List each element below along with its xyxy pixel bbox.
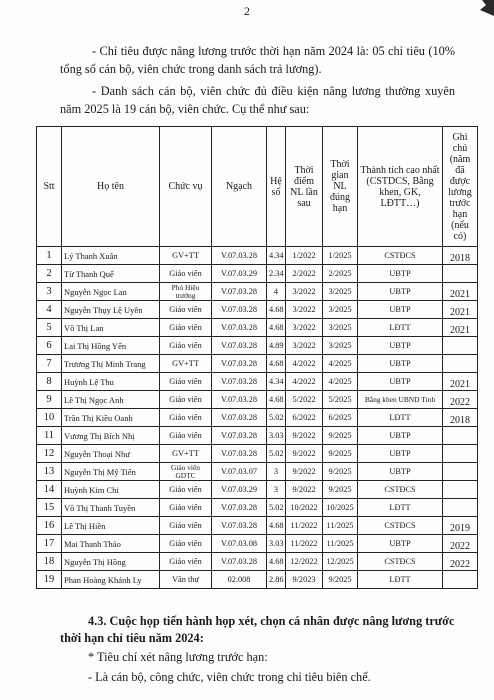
section-heading: 4.3. Cuộc họp tiến hành họp xét, chọn cá nhân được nâng lương trước thời hạn chỉ tiêu năm 2024: [60, 614, 455, 645]
cell-position: Giáo viên [160, 373, 212, 391]
cell-on-time: 4/2025 [323, 355, 358, 373]
cell-on-time: 9/2025 [323, 445, 358, 463]
cell-coefficient: 4.89 [267, 337, 286, 355]
header-name: Họ tên [62, 127, 160, 247]
table-row [37, 373, 478, 391]
cell-on-time: 6/2025 [323, 409, 358, 427]
cell-next-raise: 11/2022 [286, 535, 323, 553]
cell-stt: 9 [37, 391, 62, 409]
cell-name: Nguyễn Thị Mỹ Tiên [62, 463, 160, 481]
cell-on-time: 4/2025 [323, 373, 358, 391]
cell-achievement: UBTP [358, 337, 443, 355]
cell-achievement: UBTP [358, 283, 443, 301]
cell-position: Giáo viên [160, 553, 212, 571]
cell-stt: 14 [37, 481, 62, 499]
cell-coefficient: 3 [267, 481, 286, 499]
cell-position: Văn thư [160, 571, 212, 589]
cell-name: Mai Thanh Thảo [62, 535, 160, 553]
header-next-raise: Thời điểm NL lần sau [286, 127, 323, 247]
header-note: Ghi chú (năm đã được lương trước hạn (nếu có) [443, 127, 478, 247]
table-row [37, 301, 478, 319]
cell-coefficient: 4.68 [267, 391, 286, 409]
cell-stt: 11 [37, 427, 62, 445]
cell-grade: V.07.03.28 [212, 301, 267, 319]
cell-on-time: 9/2025 [323, 427, 358, 445]
cell-position: Giáo viên [160, 301, 212, 319]
cell-next-raise: 3/2022 [286, 337, 323, 355]
cell-name: Lê Thị Hiền [62, 517, 160, 535]
cell-next-raise: 3/2022 [286, 319, 323, 337]
cell-achievement: LĐTT [358, 409, 443, 427]
cell-achievement: CSTĐCS [358, 553, 443, 571]
header-coefficient: Hệ số [267, 127, 286, 247]
cell-on-time: 9/2025 [323, 463, 358, 481]
table-row [37, 319, 478, 337]
cell-next-raise: 10/2022 [286, 499, 323, 517]
cell-coefficient: 2.86 [267, 571, 286, 589]
cell-note [443, 571, 478, 589]
cell-name: Nguyễn Thoại Như [62, 445, 160, 463]
cell-grade: V.07.03.28 [212, 427, 267, 445]
cell-next-raise: 9/2022 [286, 481, 323, 499]
cell-name: Nguyễn Thụy Lệ Uyên [62, 301, 160, 319]
cell-name: Huỳnh Lệ Thu [62, 373, 160, 391]
cell-achievement: UBTP [358, 373, 443, 391]
cell-name: Huỳnh Kim Chi [62, 481, 160, 499]
cell-grade: V.07.03.28 [212, 445, 267, 463]
cell-grade: V.07.03.29 [212, 481, 267, 499]
cell-next-raise: 3/2022 [286, 283, 323, 301]
cell-grade: V.07.03.28 [212, 337, 267, 355]
cell-stt: 16 [37, 517, 62, 535]
cell-name: Từ Thanh Quế [62, 265, 160, 283]
cell-position: Giáo viên [160, 409, 212, 427]
cell-grade: V.07.03.28 [212, 499, 267, 517]
header-on-time: Thời gian NL đúng hạn [323, 127, 358, 247]
cell-coefficient: 3 [267, 463, 286, 481]
cell-note: 2022 [443, 553, 478, 571]
cell-position: Giáo viên [160, 481, 212, 499]
cell-next-raise: 6/2022 [286, 409, 323, 427]
cell-note [443, 481, 478, 499]
cell-coefficient: 4.34 [267, 373, 286, 391]
cell-note: 2022 [443, 391, 478, 409]
cell-name: Nguyễn Ngọc Lan [62, 283, 160, 301]
table-row [37, 355, 478, 373]
cell-note: 2021 [443, 283, 478, 301]
criteria-item: - Là cán bộ, công chức, viên chức trong chỉ tiêu biên chế. [88, 670, 371, 684]
header-stt: Stt [37, 127, 62, 247]
cell-name: Trương Thị Minh Trang [62, 355, 160, 373]
salary-raise-table [36, 126, 478, 589]
cell-name: Vương Thị Bích Nhị [62, 427, 160, 445]
cell-note [443, 265, 478, 283]
cell-position: Giáo viên [160, 535, 212, 553]
cell-stt: 17 [37, 535, 62, 553]
cell-on-time: 10/2025 [323, 499, 358, 517]
cell-coefficient: 4.68 [267, 355, 286, 373]
cell-achievement: Bằng khen UBND Tỉnh [358, 391, 443, 409]
cell-note [443, 499, 478, 517]
cell-stt: 3 [37, 283, 62, 301]
header-achievement: Thành tích cao nhất (CSTDCS, Bằng khen, GK, LĐTT…) [358, 127, 443, 247]
cell-name: Lý Thanh Xuân [62, 247, 160, 265]
cell-next-raise: 1/2022 [286, 247, 323, 265]
cell-position: GV+TT [160, 247, 212, 265]
table-row [37, 427, 478, 445]
cell-coefficient: 5.02 [267, 499, 286, 517]
table-row [37, 499, 478, 517]
cell-achievement: UBTP [358, 535, 443, 553]
corner-mark-icon [480, 0, 494, 16]
table-row [37, 283, 478, 301]
cell-coefficient: 4 [267, 283, 286, 301]
cell-achievement: LĐTT [358, 571, 443, 589]
cell-next-raise: 11/2022 [286, 517, 323, 535]
table-row [37, 409, 478, 427]
cell-grade: V.07.03.28 [212, 553, 267, 571]
cell-name: Võ Thị Thanh Tuyền [62, 499, 160, 517]
table-row [37, 553, 478, 571]
cell-next-raise: 4/2022 [286, 373, 323, 391]
cell-note [443, 445, 478, 463]
cell-achievement: UBTP [358, 355, 443, 373]
quota-paragraph: - Chỉ tiêu được nâng lương trước thời hạn năm 2024 là: 05 chỉ tiêu (10% tổng số cán bộ, viên chức trong danh sách trả lương). [60, 44, 455, 76]
cell-position: Giáo viên [160, 427, 212, 445]
cell-note: 2018 [443, 247, 478, 265]
cell-coefficient: 4.68 [267, 553, 286, 571]
cell-next-raise: 2/2022 [286, 265, 323, 283]
cell-achievement: CSTĐCS [358, 517, 443, 535]
cell-coefficient: 4.68 [267, 301, 286, 319]
cell-note: 2021 [443, 319, 478, 337]
cell-coefficient: 2.34 [267, 265, 286, 283]
cell-name: Phan Hoàng Khánh Ly [62, 571, 160, 589]
cell-note: 2021 [443, 373, 478, 391]
table-row [37, 445, 478, 463]
cell-name: Lê Thị Ngọc Anh [62, 391, 160, 409]
cell-coefficient: 5.02 [267, 409, 286, 427]
cell-stt: 6 [37, 337, 62, 355]
cell-next-raise: 9/2022 [286, 463, 323, 481]
cell-grade: V.07.03.28 [212, 355, 267, 373]
table-header-row [37, 127, 478, 247]
cell-position: Giáo viên [160, 337, 212, 355]
cell-on-time: 12/2025 [323, 553, 358, 571]
cell-grade: V.07.03.28 [212, 409, 267, 427]
cell-stt: 2 [37, 265, 62, 283]
criteria-label: * Tiêu chí xét nâng lương trước hạn: [88, 650, 268, 664]
cell-achievement: UBTP [358, 301, 443, 319]
cell-on-time: 5/2025 [323, 391, 358, 409]
cell-grade: V.07.03.08 [212, 535, 267, 553]
cell-note: 2019 [443, 517, 478, 535]
cell-grade: V.07.03.29 [212, 265, 267, 283]
cell-coefficient: 4.68 [267, 517, 286, 535]
cell-on-time: 1/2025 [323, 247, 358, 265]
cell-next-raise: 9/2022 [286, 427, 323, 445]
cell-on-time: 11/2025 [323, 517, 358, 535]
cell-next-raise: 9/2022 [286, 445, 323, 463]
cell-note [443, 463, 478, 481]
cell-coefficient: 3.03 [267, 535, 286, 553]
cell-note [443, 355, 478, 373]
cell-grade: V.07.03.28 [212, 283, 267, 301]
table-row [37, 391, 478, 409]
cell-grade: V.07.03.28 [212, 373, 267, 391]
page-number: 2 [244, 4, 250, 18]
cell-on-time: 9/2025 [323, 571, 358, 589]
cell-grade: V.07.03.28 [212, 391, 267, 409]
cell-achievement: UBTP [358, 265, 443, 283]
cell-next-raise: 9/2023 [286, 571, 323, 589]
eligible-list-paragraph: - Danh sách cán bộ, viên chức đủ điều kiện nâng lương thường xuyên năm 2025 là 19 cán bộ, viên chức. Cụ thể như sau: [60, 84, 455, 116]
cell-on-time: 9/2025 [323, 481, 358, 499]
cell-grade: V.07.03.28 [212, 319, 267, 337]
cell-position: GV+TT [160, 445, 212, 463]
cell-stt: 1 [37, 247, 62, 265]
cell-name: Nguyễn Thị Hồng [62, 553, 160, 571]
cell-grade: V.07.03.28 [212, 247, 267, 265]
cell-position: Giáo viên [160, 517, 212, 535]
cell-grade: V.07.03.28 [212, 517, 267, 535]
cell-achievement: CSTĐCS [358, 247, 443, 265]
cell-name: Võ Thị Lan [62, 319, 160, 337]
cell-name: Lai Thị Hồng Yến [62, 337, 160, 355]
cell-coefficient: 4.68 [267, 319, 286, 337]
cell-achievement: UBTP [358, 463, 443, 481]
cell-position: Phó Hiệu trưởng [160, 283, 212, 301]
cell-grade: V.07.03.07 [212, 463, 267, 481]
table-row [37, 571, 478, 589]
cell-name: Trần Thị Kiều Oanh [62, 409, 160, 427]
cell-position: Giáo viên [160, 319, 212, 337]
cell-coefficient: 3.03 [267, 427, 286, 445]
cell-stt: 4 [37, 301, 62, 319]
cell-stt: 12 [37, 445, 62, 463]
cell-stt: 13 [37, 463, 62, 481]
cell-position: Giáo viên [160, 265, 212, 283]
cell-next-raise: 12/2022 [286, 553, 323, 571]
table-row [37, 535, 478, 553]
cell-position: GV+TT [160, 355, 212, 373]
cell-position: Giáo viên [160, 391, 212, 409]
cell-stt: 8 [37, 373, 62, 391]
cell-stt: 15 [37, 499, 62, 517]
cell-stt: 18 [37, 553, 62, 571]
table-row [37, 463, 478, 481]
cell-on-time: 3/2025 [323, 283, 358, 301]
cell-stt: 19 [37, 571, 62, 589]
cell-achievement: UBTP [358, 445, 443, 463]
cell-position: Giáo viên GDTC [160, 463, 212, 481]
cell-achievement: LĐTT [358, 499, 443, 517]
cell-achievement: UBTP [358, 427, 443, 445]
cell-on-time: 11/2025 [323, 535, 358, 553]
cell-achievement: LĐTT [358, 319, 443, 337]
cell-on-time: 2/2025 [323, 265, 358, 283]
cell-stt: 5 [37, 319, 62, 337]
cell-stt: 10 [37, 409, 62, 427]
cell-on-time: 3/2025 [323, 301, 358, 319]
cell-coefficient: 5.02 [267, 445, 286, 463]
table-row [37, 481, 478, 499]
cell-position: Giáo viên [160, 499, 212, 517]
cell-grade: 02.008 [212, 571, 267, 589]
table-row [37, 337, 478, 355]
cell-note [443, 337, 478, 355]
cell-achievement: CSTĐCS [358, 481, 443, 499]
cell-stt: 7 [37, 355, 62, 373]
cell-next-raise: 3/2022 [286, 301, 323, 319]
cell-coefficient: 4.34 [267, 247, 286, 265]
table-row [37, 247, 478, 265]
cell-note [443, 427, 478, 445]
cell-note: 2022 [443, 535, 478, 553]
table-row [37, 517, 478, 535]
cell-note: 2021 [443, 301, 478, 319]
table-row [37, 265, 478, 283]
cell-on-time: 3/2025 [323, 319, 358, 337]
cell-next-raise: 5/2022 [286, 391, 323, 409]
cell-next-raise: 4/2022 [286, 355, 323, 373]
header-position: Chức vụ [160, 127, 212, 247]
cell-on-time: 3/2025 [323, 337, 358, 355]
header-grade: Ngạch [212, 127, 267, 247]
cell-note: 2018 [443, 409, 478, 427]
